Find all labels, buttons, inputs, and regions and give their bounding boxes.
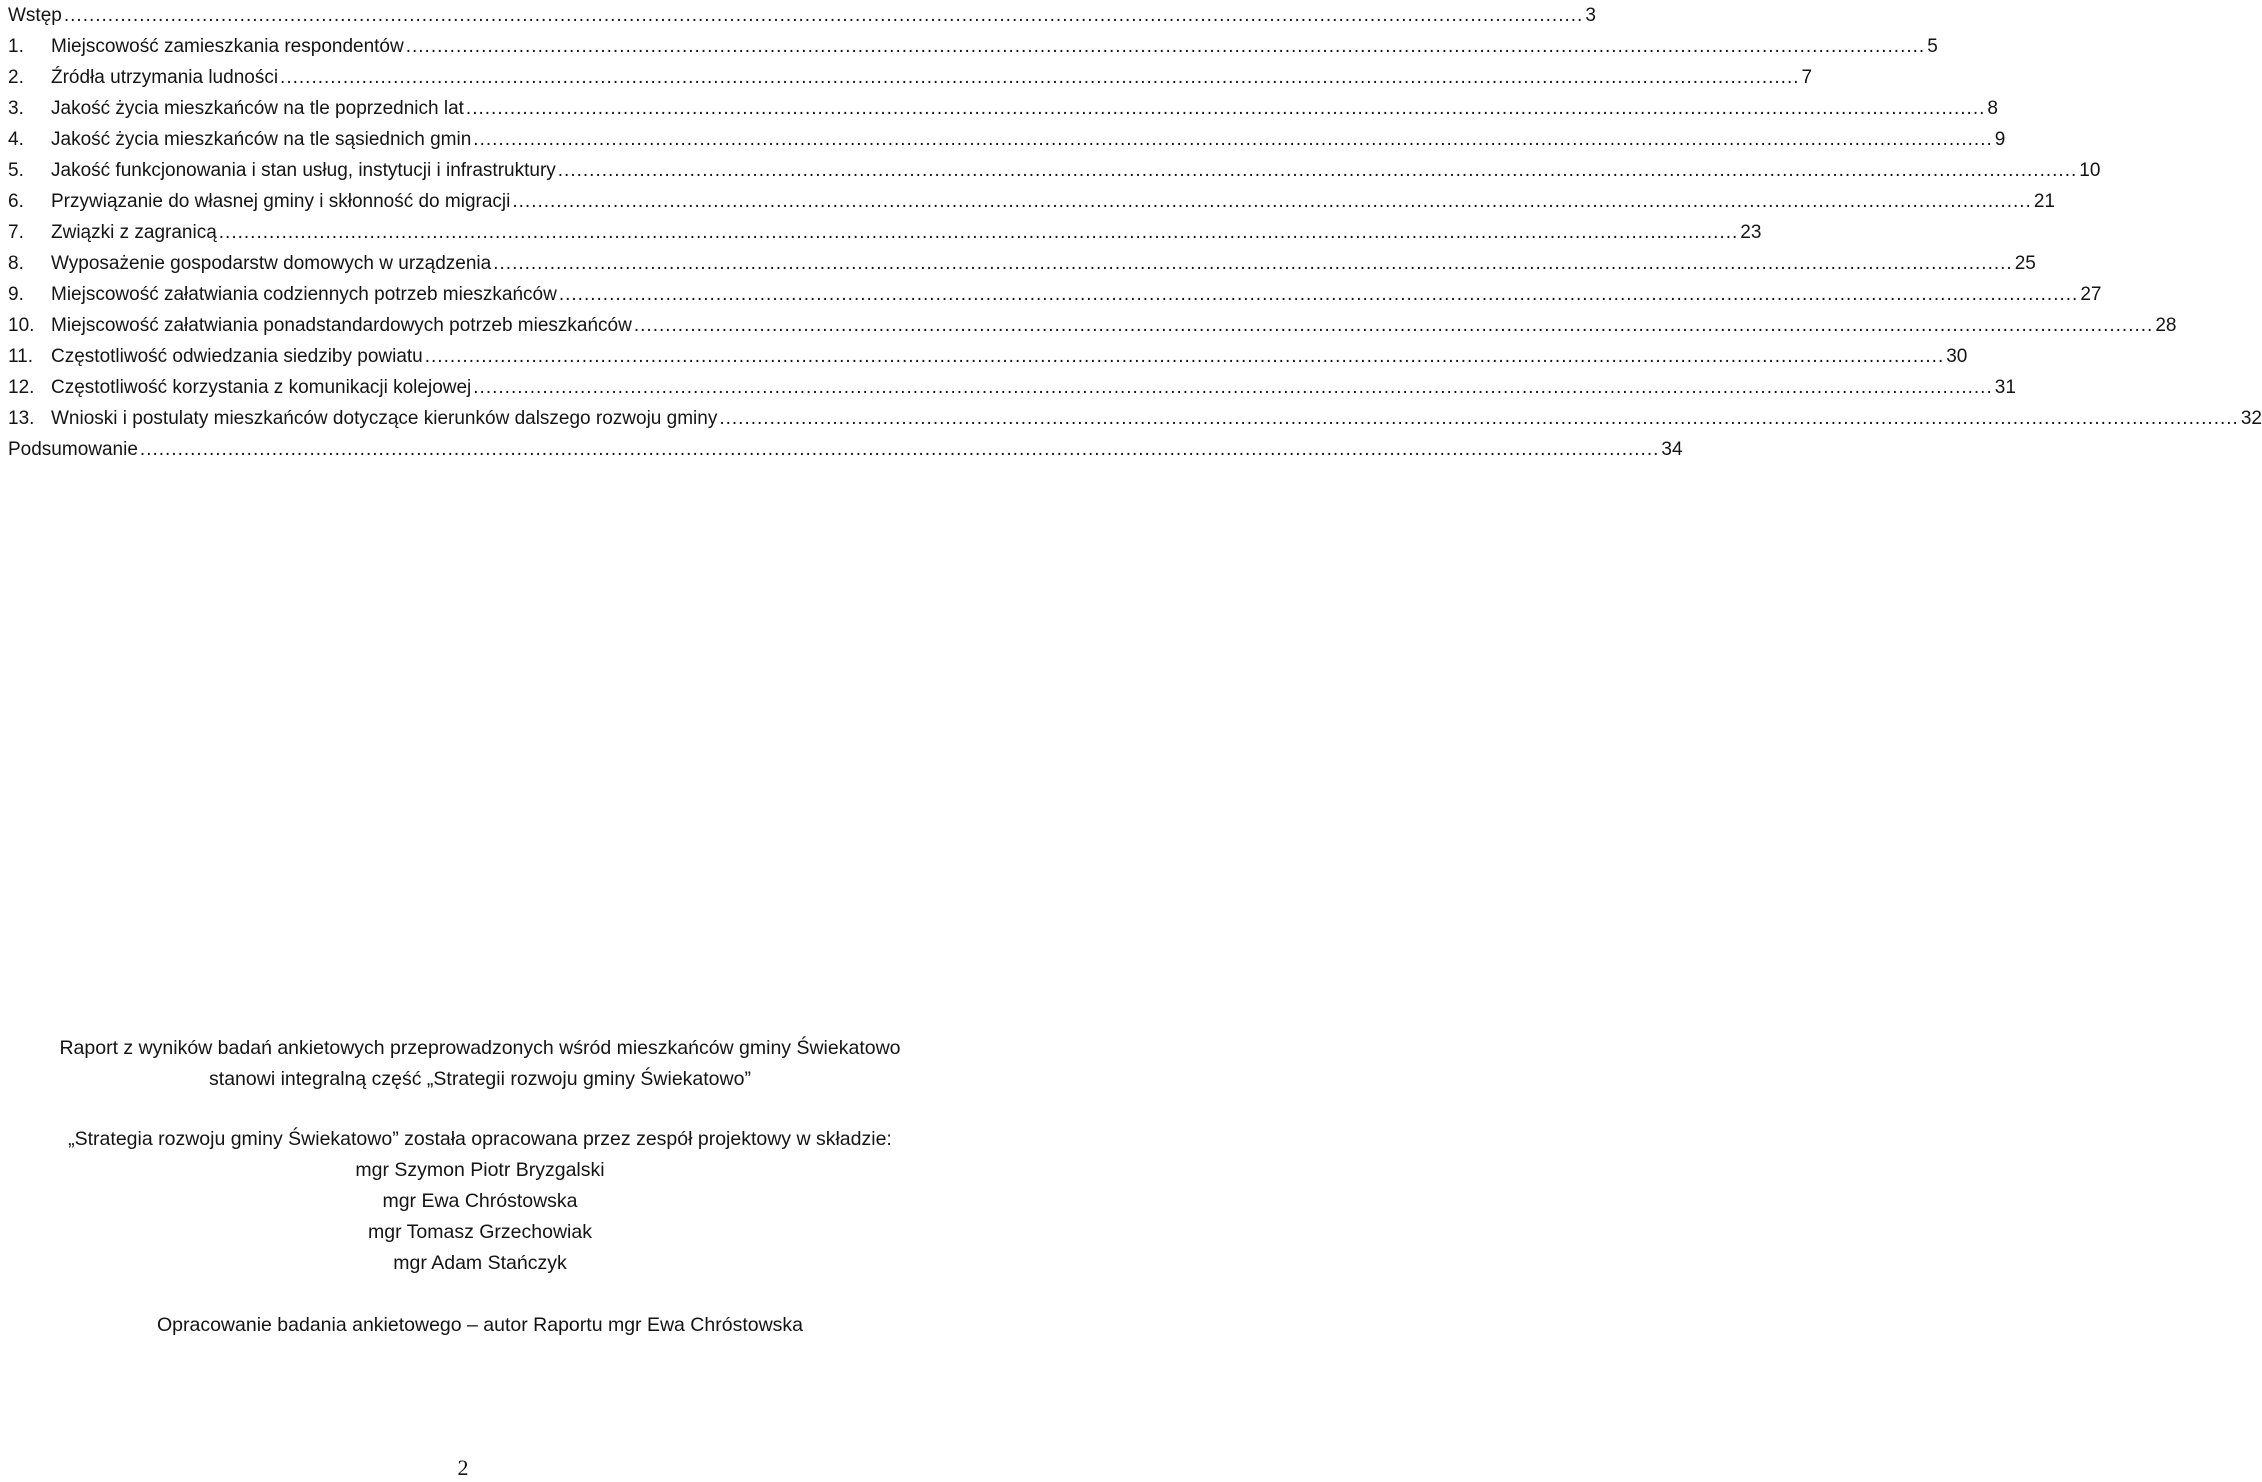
toc-entry-1[interactable] [8,31,1938,62]
toc-entry-page: 32 [2240,408,2262,429]
toc-dot-leader: .................................................................................................................................................................................................................................................. [63,5,1584,26]
author-line: Opracowanie badania ankietowego – autor Raportu mgr Ewa Chróstowska [156,1314,804,1336]
toc-entry-title: Wyposażenie gospodarstw domowych w urządzenia [51,253,492,274]
toc-entry-title: Podsumowanie [8,439,138,460]
team-heading: „Strategia rozwoju gminy Świekatowo” została opracowana przez zespół projektowy w składzie: [68,1128,892,1150]
toc-entry-number: 12. [8,377,35,398]
credits-section [0,1033,960,1341]
team-member: mgr Tomasz Grzechowiak [368,1221,592,1243]
toc-entry-10[interactable] [8,310,2177,341]
toc-entry-title: Miejscowość załatwiania codziennych potrzeb mieszkańców [51,284,557,305]
toc-entry-number: 9. [8,284,24,305]
toc-dot-leader: .................................................................................................................................................................................................................................................. [280,67,1800,88]
toc-entry-number: 13. [8,408,35,429]
toc-dot-leader: .................................................................................................................................................................................................................................................. [465,98,1986,119]
toc-entry-number: 5. [8,160,24,181]
toc-entry-intro[interactable] [8,0,1596,31]
toc-entry-5[interactable] [8,155,2101,186]
toc-dot-leader: .................................................................................................................................................................................................................................................. [633,315,2154,336]
toc-entry-4[interactable] [8,124,2006,155]
toc-entry-2[interactable] [8,62,1813,93]
toc-entry-number: 3. [8,98,24,119]
toc-entry-page: 21 [2033,191,2055,212]
toc-dot-leader: .................................................................................................................................................................................................................................................. [424,346,1945,367]
toc-entry-title: Częstotliwość odwiedzania siedziby powiatu [51,346,423,367]
toc-entry-number: 2. [8,67,24,88]
toc-entry-8[interactable] [8,248,2036,279]
toc-entry-number: 4. [8,129,24,150]
toc-dot-leader: .................................................................................................................................................................................................................................................. [493,253,2013,274]
toc-dot-leader: .................................................................................................................................................................................................................................................. [558,284,2079,305]
toc-entry-number: 8. [8,253,24,274]
toc-entry-title: Wnioski i postulaty mieszkańców dotyczące kierunków dalszego rozwoju gminy [51,408,718,429]
toc-entry-13[interactable] [8,403,2262,434]
toc-entry-page: 3 [1585,5,1596,26]
report-intro-line-2: stanowi integralną część „Strategii rozwoju gminy Świekatowo” [209,1068,751,1090]
toc-entry-title: Jakość życia mieszkańców na tle poprzednich lat [51,98,464,119]
toc-dot-leader: .................................................................................................................................................................................................................................................. [473,377,1993,398]
toc-entry-12[interactable] [8,372,2016,403]
toc-entry-summary[interactable] [8,434,1683,465]
toc-entry-page: 23 [1740,222,1762,243]
toc-entry-7[interactable] [8,217,1762,248]
toc-entry-11[interactable] [8,341,1968,372]
toc-entry-title: Jakość życia mieszkańców na tle sąsiednich gmin [51,129,472,150]
toc-entry-title: Miejscowość załatwiania ponadstandardowych potrzeb mieszkańców [51,315,632,336]
toc-entry-number: 1. [8,36,24,57]
toc-entry-page: 5 [1927,36,1938,57]
toc-entry-page: 8 [1987,98,1998,119]
toc-entry-page: 25 [2014,253,2036,274]
toc-entry-title: Wstęp [8,5,62,26]
toc-entry-3[interactable] [8,93,1998,124]
toc-entry-number: 11. [8,346,34,367]
toc-entry-page: 7 [1801,67,1813,88]
toc-entry-page: 28 [2155,315,2177,336]
table-of-contents [8,0,2262,465]
toc-entry-number: 6. [8,191,24,212]
toc-dot-leader: .................................................................................................................................................................................................................................................. [473,129,1993,150]
spacer [0,1279,960,1310]
toc-dot-leader: .................................................................................................................................................................................................................................................. [218,222,1739,243]
toc-dot-leader: .................................................................................................................................................................................................................................................. [557,160,2078,181]
spacer [0,1095,960,1124]
page-number: 2 [457,1455,469,1480]
toc-entry-page: 9 [1994,129,2006,150]
toc-entry-title: Związki z zagranicą [51,222,217,243]
team-member: mgr Ewa Chróstowska [382,1190,578,1212]
toc-entry-page: 10 [2079,160,2101,181]
team-member: mgr Szymon Piotr Bryzgalski [355,1159,605,1181]
toc-entry-page: 30 [1946,346,1968,367]
toc-dot-leader: .................................................................................................................................................................................................................................................. [512,191,2032,212]
toc-dot-leader: .................................................................................................................................................................................................................................................. [719,408,2239,429]
toc-dot-leader: .................................................................................................................................................................................................................................................. [405,36,1926,57]
toc-entry-9[interactable] [8,279,2102,310]
toc-entry-6[interactable] [8,186,2055,217]
toc-entry-page: 27 [2080,284,2102,305]
toc-entry-title: Jakość funkcjonowania i stan usług, instytucji i infrastruktury [51,160,556,181]
toc-dot-leader: .................................................................................................................................................................................................................................................. [139,439,1660,460]
toc-entry-page: 31 [1994,377,2016,398]
toc-entry-title: Źródła utrzymania ludności [51,67,279,88]
report-intro-line-1: Raport z wyników badań ankietowych przeprowadzonych wśród mieszkańców gminy Świekatowo [59,1037,901,1059]
toc-entry-title: Miejscowość zamieszkania respondentów [51,36,404,57]
toc-entry-title: Częstotliwość korzystania z komunikacji kolejowej [51,377,472,398]
toc-entry-number: 7. [8,222,24,243]
toc-entry-page: 34 [1661,439,1683,460]
toc-entry-number: 10. [8,315,35,336]
team-member: mgr Adam Stańczyk [393,1252,567,1274]
toc-entry-title: Przywiązanie do własnej gminy i skłonność do migracji [51,191,511,212]
